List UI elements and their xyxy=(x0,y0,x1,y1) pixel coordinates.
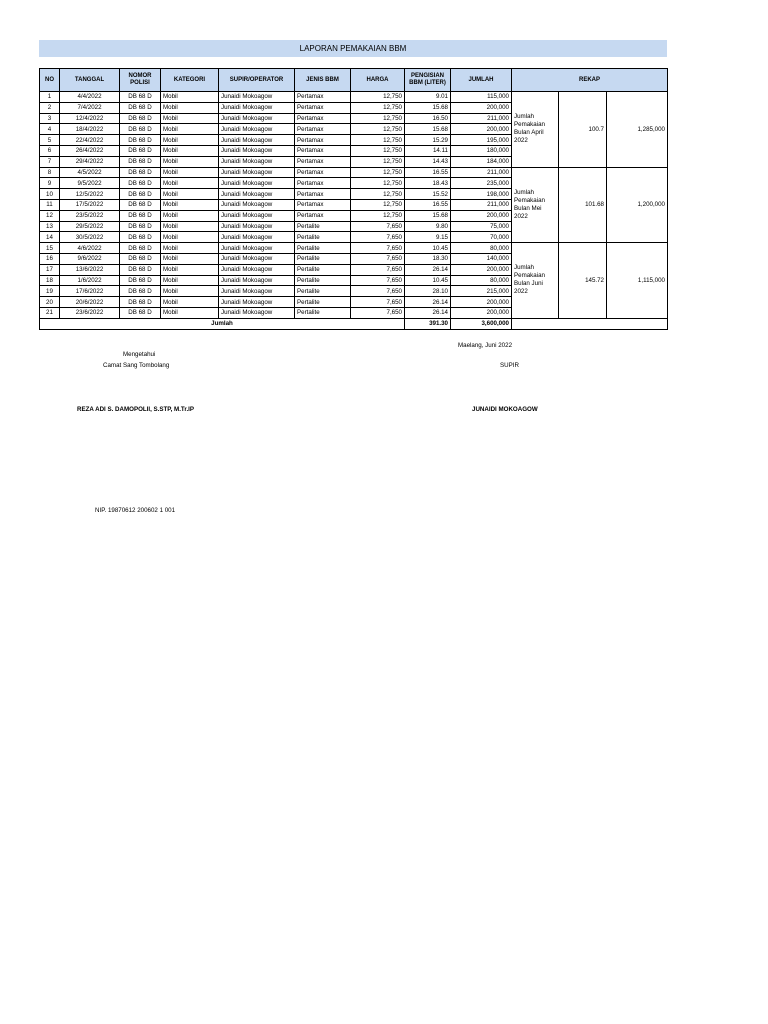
rekap-jumlah: 1,200,000 xyxy=(607,167,668,243)
total-liter: 391.30 xyxy=(405,318,451,329)
header-jenis-bbm: JENIS BBM xyxy=(295,69,351,92)
cell-jenis-bbm: Pertamax xyxy=(295,189,351,200)
cell-harga: 7,650 xyxy=(351,221,405,232)
cell-jenis-bbm: Pertamax xyxy=(295,102,351,113)
cell-harga: 12,750 xyxy=(351,178,405,189)
cell-tanggal: 23/5/2022 xyxy=(60,210,120,221)
cell-harga: 7,650 xyxy=(351,264,405,275)
table-row xyxy=(40,167,668,178)
cell-jenis-bbm: Pertamax xyxy=(295,178,351,189)
rekap-liter: 145.72 xyxy=(559,243,607,319)
cell-nomor-polisi: DB 68 D xyxy=(120,156,161,167)
report-title: LAPORAN PEMAKAIAN BBM xyxy=(39,40,667,57)
cell-jenis-bbm: Pertamax xyxy=(295,199,351,210)
total-empty xyxy=(512,318,668,329)
cell-tanggal: 29/4/2022 xyxy=(60,156,120,167)
total-jumlah: 3,600,000 xyxy=(451,318,512,329)
header-no: NO xyxy=(40,69,60,92)
cell-no: 20 xyxy=(40,297,60,308)
cell-jenis-bbm: Pertamax xyxy=(295,210,351,221)
cell-no: 18 xyxy=(40,275,60,286)
cell-pengisian: 15.29 xyxy=(405,135,451,146)
cell-nomor-polisi: DB 68 D xyxy=(120,178,161,189)
cell-jumlah: 180,000 xyxy=(451,145,512,156)
cell-pengisian: 15.68 xyxy=(405,102,451,113)
cell-no: 7 xyxy=(40,156,60,167)
cell-kategori: Mobil xyxy=(161,221,219,232)
cell-pengisian: 16.55 xyxy=(405,167,451,178)
cell-jenis-bbm: Pertalite xyxy=(295,275,351,286)
cell-tanggal: 4/6/2022 xyxy=(60,243,120,254)
cell-supir: Junaidi Mokoagow xyxy=(219,156,295,167)
header-tanggal: TANGGAL xyxy=(60,69,120,92)
cell-no: 21 xyxy=(40,307,60,318)
cell-no: 6 xyxy=(40,145,60,156)
cell-tanggal: 20/6/2022 xyxy=(60,297,120,308)
cell-nomor-polisi: DB 68 D xyxy=(120,135,161,146)
cell-tanggal: 13/6/2022 xyxy=(60,264,120,275)
cell-jumlah: 211,000 xyxy=(451,167,512,178)
cell-jumlah: 200,000 xyxy=(451,210,512,221)
cell-pengisian: 9.15 xyxy=(405,232,451,243)
cell-nomor-polisi: DB 68 D xyxy=(120,232,161,243)
header-harga: HARGA xyxy=(351,69,405,92)
cell-supir: Junaidi Mokoagow xyxy=(219,307,295,318)
cell-tanggal: 4/4/2022 xyxy=(60,92,120,103)
cell-tanggal: 23/6/2022 xyxy=(60,307,120,318)
cell-jenis-bbm: Pertalite xyxy=(295,307,351,318)
cell-pengisian: 10.45 xyxy=(405,243,451,254)
cell-pengisian: 14.11 xyxy=(405,145,451,156)
cell-harga: 7,650 xyxy=(351,297,405,308)
header-jumlah: JUMLAH xyxy=(451,69,512,92)
cell-jumlah: 198,000 xyxy=(451,189,512,200)
total-label: Jumlah xyxy=(40,318,405,329)
cell-supir: Junaidi Mokoagow xyxy=(219,286,295,297)
cell-nomor-polisi: DB 68 D xyxy=(120,297,161,308)
cell-kategori: Mobil xyxy=(161,124,219,135)
cell-no: 10 xyxy=(40,189,60,200)
cell-kategori: Mobil xyxy=(161,232,219,243)
cell-jumlah: 80,000 xyxy=(451,275,512,286)
cell-tanggal: 12/4/2022 xyxy=(60,113,120,124)
header-nomor-polisi: NOMOR POLISI xyxy=(120,69,161,92)
cell-harga: 12,750 xyxy=(351,189,405,200)
cell-jenis-bbm: Pertalite xyxy=(295,221,351,232)
rekap-jumlah: 1,285,000 xyxy=(607,92,668,168)
signature-left-name: REZA ADI S. DAMOPOLII, S.STP, M.Tr.IP xyxy=(77,406,195,413)
cell-nomor-polisi: DB 68 D xyxy=(120,113,161,124)
header-rekap: REKAP xyxy=(512,69,668,92)
fuel-usage-table xyxy=(39,68,668,330)
cell-kategori: Mobil xyxy=(161,167,219,178)
cell-kategori: Mobil xyxy=(161,275,219,286)
cell-jenis-bbm: Pertalite xyxy=(295,264,351,275)
header-supir: SUPIR/OPERATOR xyxy=(219,69,295,92)
cell-pengisian: 18.30 xyxy=(405,253,451,264)
rekap-label: Jumlah Pemakaian Bulan Juni 2022 xyxy=(512,243,559,319)
cell-jumlah: 80,000 xyxy=(451,243,512,254)
cell-jumlah: 140,000 xyxy=(451,253,512,264)
cell-supir: Junaidi Mokoagow xyxy=(219,253,295,264)
cell-pengisian: 15.68 xyxy=(405,124,451,135)
table-row xyxy=(40,92,668,103)
rekap-label: Jumlah Pemakaian Bulan Mei 2022 xyxy=(512,167,559,243)
cell-supir: Junaidi Mokoagow xyxy=(219,124,295,135)
cell-no: 8 xyxy=(40,167,60,178)
cell-pengisian: 16.55 xyxy=(405,199,451,210)
cell-kategori: Mobil xyxy=(161,243,219,254)
cell-jumlah: 200,000 xyxy=(451,102,512,113)
header-pengisian: PENGISIAN BBM (LITER) xyxy=(405,69,451,92)
cell-jumlah: 200,000 xyxy=(451,124,512,135)
cell-jenis-bbm: Pertalite xyxy=(295,286,351,297)
cell-no: 11 xyxy=(40,199,60,210)
cell-jumlah: 75,000 xyxy=(451,221,512,232)
cell-supir: Junaidi Mokoagow xyxy=(219,199,295,210)
cell-pengisian: 26.14 xyxy=(405,264,451,275)
cell-pengisian: 26.14 xyxy=(405,307,451,318)
cell-harga: 12,750 xyxy=(351,102,405,113)
cell-no: 12 xyxy=(40,210,60,221)
cell-no: 3 xyxy=(40,113,60,124)
cell-harga: 12,750 xyxy=(351,210,405,221)
cell-tanggal: 9/5/2022 xyxy=(60,178,120,189)
cell-nomor-polisi: DB 68 D xyxy=(120,102,161,113)
cell-harga: 12,750 xyxy=(351,113,405,124)
cell-supir: Junaidi Mokoagow xyxy=(219,145,295,156)
cell-jumlah: 200,000 xyxy=(451,307,512,318)
rekap-jumlah: 1,115,000 xyxy=(607,243,668,319)
cell-harga: 7,650 xyxy=(351,243,405,254)
cell-kategori: Mobil xyxy=(161,264,219,275)
cell-jumlah: 70,000 xyxy=(451,232,512,243)
cell-jumlah: 200,000 xyxy=(451,297,512,308)
cell-jenis-bbm: Pertalite xyxy=(295,243,351,254)
cell-tanggal: 12/5/2022 xyxy=(60,189,120,200)
cell-harga: 12,750 xyxy=(351,199,405,210)
cell-harga: 7,650 xyxy=(351,307,405,318)
cell-kategori: Mobil xyxy=(161,210,219,221)
cell-nomor-polisi: DB 68 D xyxy=(120,124,161,135)
rekap-liter: 100.7 xyxy=(559,92,607,168)
cell-nomor-polisi: DB 68 D xyxy=(120,92,161,103)
cell-tanggal: 26/4/2022 xyxy=(60,145,120,156)
table-body xyxy=(40,92,668,330)
cell-pengisian: 28.10 xyxy=(405,286,451,297)
cell-supir: Junaidi Mokoagow xyxy=(219,135,295,146)
cell-no: 19 xyxy=(40,286,60,297)
cell-no: 1 xyxy=(40,92,60,103)
cell-no: 2 xyxy=(40,102,60,113)
cell-no: 15 xyxy=(40,243,60,254)
cell-nomor-polisi: DB 68 D xyxy=(120,189,161,200)
cell-harga: 12,750 xyxy=(351,156,405,167)
cell-pengisian: 15.52 xyxy=(405,189,451,200)
cell-kategori: Mobil xyxy=(161,286,219,297)
place-date: Maelang, Juni 2022 xyxy=(458,342,513,349)
cell-tanggal: 17/6/2022 xyxy=(60,286,120,297)
cell-pengisian: 14.43 xyxy=(405,156,451,167)
cell-tanggal: 9/6/2022 xyxy=(60,253,120,264)
cell-kategori: Mobil xyxy=(161,199,219,210)
cell-tanggal: 30/5/2022 xyxy=(60,232,120,243)
cell-kategori: Mobil xyxy=(161,178,219,189)
cell-jumlah: 115,000 xyxy=(451,92,512,103)
cell-harga: 7,650 xyxy=(351,275,405,286)
cell-jenis-bbm: Pertamax xyxy=(295,135,351,146)
cell-harga: 12,750 xyxy=(351,167,405,178)
cell-jenis-bbm: Pertamax xyxy=(295,167,351,178)
signature-right-role: SUPIR xyxy=(500,362,519,369)
cell-jenis-bbm: Pertalite xyxy=(295,253,351,264)
cell-kategori: Mobil xyxy=(161,145,219,156)
cell-nomor-polisi: DB 68 D xyxy=(120,145,161,156)
cell-kategori: Mobil xyxy=(161,307,219,318)
cell-jenis-bbm: Pertalite xyxy=(295,297,351,308)
cell-harga: 7,650 xyxy=(351,232,405,243)
cell-pengisian: 9.80 xyxy=(405,221,451,232)
header-kategori: KATEGORI xyxy=(161,69,219,92)
cell-harga: 12,750 xyxy=(351,92,405,103)
rekap-liter: 101.68 xyxy=(559,167,607,243)
cell-harga: 7,650 xyxy=(351,253,405,264)
cell-kategori: Mobil xyxy=(161,92,219,103)
cell-harga: 12,750 xyxy=(351,135,405,146)
cell-jenis-bbm: Pertamax xyxy=(295,156,351,167)
cell-pengisian: 16.50 xyxy=(405,113,451,124)
signature-left-line1: Mengetahui xyxy=(123,351,156,358)
cell-supir: Junaidi Mokoagow xyxy=(219,264,295,275)
cell-jumlah: 235,000 xyxy=(451,178,512,189)
cell-supir: Junaidi Mokoagow xyxy=(219,210,295,221)
cell-pengisian: 26.14 xyxy=(405,297,451,308)
signature-right-name: JUNAIDI MOKOAGOW xyxy=(472,406,538,413)
cell-nomor-polisi: DB 68 D xyxy=(120,253,161,264)
table-header-row xyxy=(40,69,668,92)
cell-tanggal: 22/4/2022 xyxy=(60,135,120,146)
cell-jenis-bbm: Pertamax xyxy=(295,145,351,156)
cell-supir: Junaidi Mokoagow xyxy=(219,102,295,113)
cell-supir: Junaidi Mokoagow xyxy=(219,243,295,254)
cell-kategori: Mobil xyxy=(161,297,219,308)
cell-nomor-polisi: DB 68 D xyxy=(120,167,161,178)
signature-nip: NIP. 19870612 200602 1 001 xyxy=(95,507,176,514)
cell-no: 17 xyxy=(40,264,60,275)
cell-tanggal: 18/4/2022 xyxy=(60,124,120,135)
cell-no: 14 xyxy=(40,232,60,243)
cell-tanggal: 1/6/2022 xyxy=(60,275,120,286)
cell-tanggal: 17/5/2022 xyxy=(60,199,120,210)
cell-harga: 12,750 xyxy=(351,145,405,156)
cell-supir: Junaidi Mokoagow xyxy=(219,232,295,243)
cell-jumlah: 195,000 xyxy=(451,135,512,146)
cell-tanggal: 29/5/2022 xyxy=(60,221,120,232)
total-row xyxy=(40,318,668,329)
cell-harga: 7,650 xyxy=(351,286,405,297)
cell-pengisian: 18.43 xyxy=(405,178,451,189)
cell-nomor-polisi: DB 68 D xyxy=(120,307,161,318)
cell-kategori: Mobil xyxy=(161,189,219,200)
cell-no: 9 xyxy=(40,178,60,189)
cell-jenis-bbm: Pertamax xyxy=(295,113,351,124)
cell-jenis-bbm: Pertalite xyxy=(295,232,351,243)
cell-nomor-polisi: DB 68 D xyxy=(120,264,161,275)
cell-supir: Junaidi Mokoagow xyxy=(219,221,295,232)
cell-pengisian: 15.68 xyxy=(405,210,451,221)
cell-supir: Junaidi Mokoagow xyxy=(219,178,295,189)
cell-pengisian: 9.01 xyxy=(405,92,451,103)
cell-supir: Junaidi Mokoagow xyxy=(219,189,295,200)
cell-kategori: Mobil xyxy=(161,113,219,124)
cell-jumlah: 184,000 xyxy=(451,156,512,167)
cell-harga: 12,750 xyxy=(351,124,405,135)
cell-no: 4 xyxy=(40,124,60,135)
cell-jumlah: 211,000 xyxy=(451,113,512,124)
cell-nomor-polisi: DB 68 D xyxy=(120,221,161,232)
cell-supir: Junaidi Mokoagow xyxy=(219,113,295,124)
cell-supir: Junaidi Mokoagow xyxy=(219,167,295,178)
cell-no: 5 xyxy=(40,135,60,146)
rekap-label: Jumlah Pemakaian Bulan April 2022 xyxy=(512,92,559,168)
cell-nomor-polisi: DB 68 D xyxy=(120,243,161,254)
cell-kategori: Mobil xyxy=(161,102,219,113)
table-row xyxy=(40,243,668,254)
cell-nomor-polisi: DB 68 D xyxy=(120,210,161,221)
cell-no: 16 xyxy=(40,253,60,264)
cell-jumlah: 215,000 xyxy=(451,286,512,297)
cell-no: 13 xyxy=(40,221,60,232)
cell-tanggal: 7/4/2022 xyxy=(60,102,120,113)
cell-kategori: Mobil xyxy=(161,253,219,264)
cell-nomor-polisi: DB 68 D xyxy=(120,286,161,297)
cell-jumlah: 211,000 xyxy=(451,199,512,210)
cell-supir: Junaidi Mokoagow xyxy=(219,275,295,286)
cell-nomor-polisi: DB 68 D xyxy=(120,199,161,210)
cell-jumlah: 200,000 xyxy=(451,264,512,275)
signature-left-line2: Camat Sang Tombolang xyxy=(103,362,170,369)
cell-supir: Junaidi Mokoagow xyxy=(219,297,295,308)
cell-kategori: Mobil xyxy=(161,135,219,146)
cell-jenis-bbm: Pertamax xyxy=(295,124,351,135)
cell-jenis-bbm: Pertamax xyxy=(295,92,351,103)
cell-tanggal: 4/5/2022 xyxy=(60,167,120,178)
cell-kategori: Mobil xyxy=(161,156,219,167)
cell-pengisian: 10.45 xyxy=(405,275,451,286)
cell-supir: Junaidi Mokoagow xyxy=(219,92,295,103)
cell-nomor-polisi: DB 68 D xyxy=(120,275,161,286)
